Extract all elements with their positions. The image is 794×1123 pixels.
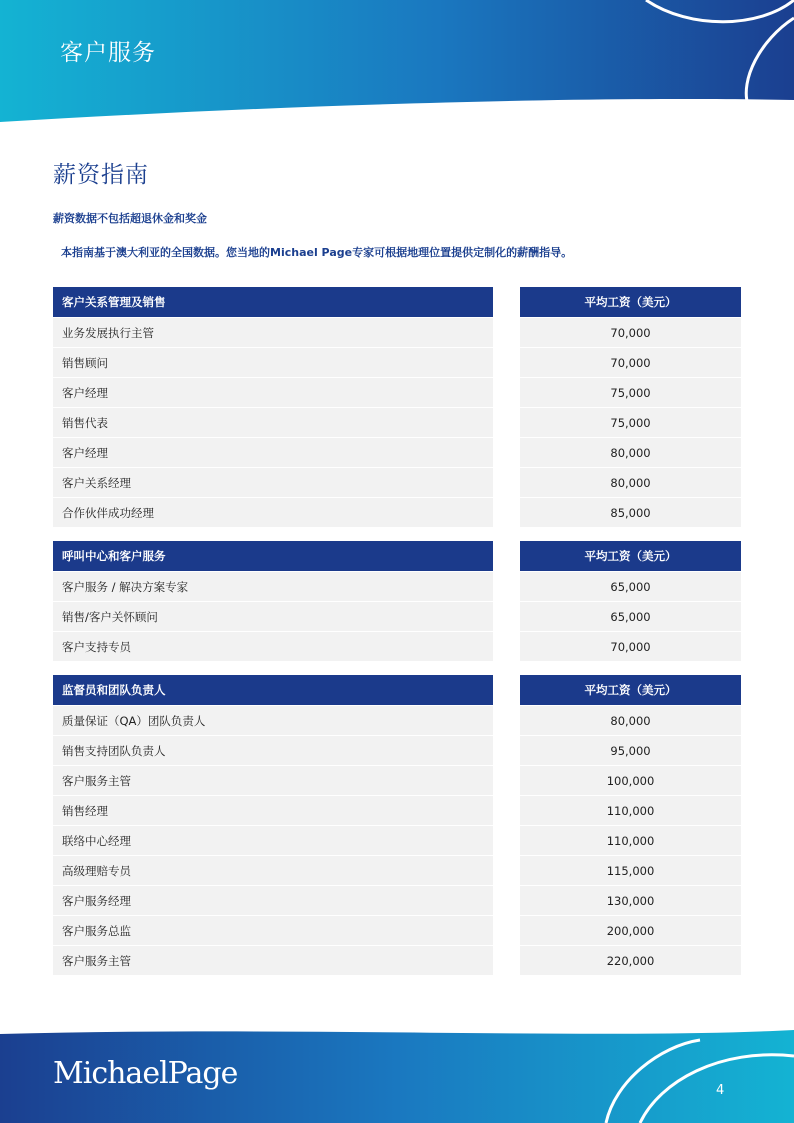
table-header-row — [53, 287, 741, 317]
page-number: 4 — [716, 1083, 725, 1098]
salary-cell: 130,000 — [520, 886, 741, 915]
table-category-heading: 客户关系管理及销售 — [53, 287, 493, 317]
salary-cell: 80,000 — [520, 468, 741, 497]
table-row — [53, 945, 741, 975]
salary-table-supervisors — [53, 675, 741, 975]
salary-cell: 110,000 — [520, 796, 741, 825]
salary-cell: 70,000 — [520, 318, 741, 347]
salary-cell: 65,000 — [520, 602, 741, 631]
role-cell: 客户服务经理 — [53, 886, 493, 915]
salary-table-call-centre — [53, 541, 741, 661]
table-row — [53, 347, 741, 377]
salary-cell: 80,000 — [520, 706, 741, 735]
salary-cell: 100,000 — [520, 766, 741, 795]
role-cell: 联络中心经理 — [53, 826, 493, 855]
role-cell: 业务发展执行主管 — [53, 318, 493, 347]
table-header-row — [53, 675, 741, 705]
salary-table-crm-sales — [53, 287, 741, 527]
role-cell: 高级理赔专员 — [53, 856, 493, 885]
salary-cell: 70,000 — [520, 632, 741, 661]
table-row — [53, 915, 741, 945]
michael-page-logo: MichaelPage — [53, 1056, 238, 1091]
role-cell: 客户服务总监 — [53, 916, 493, 945]
role-cell: 合作伙伴成功经理 — [53, 498, 493, 527]
role-cell: 销售代表 — [53, 408, 493, 437]
salary-cell: 220,000 — [520, 946, 741, 975]
role-cell: 客户经理 — [53, 378, 493, 407]
page-header-title: 客户服务 — [60, 40, 156, 66]
table-header-row — [53, 541, 741, 571]
role-cell: 销售支持团队负责人 — [53, 736, 493, 765]
salary-cell: 85,000 — [520, 498, 741, 527]
role-cell: 客户服务 / 解决方案专家 — [53, 572, 493, 601]
table-row — [53, 377, 741, 407]
role-cell: 客户服务主管 — [53, 766, 493, 795]
role-cell: 客户经理 — [53, 438, 493, 467]
table-salary-heading: 平均工资（美元） — [520, 287, 741, 317]
role-cell: 质量保证（QA）团队负责人 — [53, 706, 493, 735]
table-row — [53, 735, 741, 765]
table-row — [53, 795, 741, 825]
table-row — [53, 407, 741, 437]
role-cell: 销售顾问 — [53, 348, 493, 377]
table-category-heading: 呼叫中心和客户服务 — [53, 541, 493, 571]
role-cell: 客户支持专员 — [53, 632, 493, 661]
role-cell: 销售/客户关怀顾问 — [53, 602, 493, 631]
salary-cell: 200,000 — [520, 916, 741, 945]
table-salary-heading: 平均工资（美元） — [520, 675, 741, 705]
section-title: 薪资指南 — [53, 162, 149, 188]
table-row — [53, 571, 741, 601]
salary-cell: 80,000 — [520, 438, 741, 467]
salary-cell: 95,000 — [520, 736, 741, 765]
table-row — [53, 765, 741, 795]
role-cell: 客户服务主管 — [53, 946, 493, 975]
table-row — [53, 317, 741, 347]
table-row — [53, 631, 741, 661]
table-row — [53, 825, 741, 855]
salary-cell: 110,000 — [520, 826, 741, 855]
guide-note: 本指南基于澳大利亚的全国数据。您当地的Michael Page专家可根据地理位置提供定制化的薪酬指导。 — [61, 246, 573, 259]
salary-cell: 115,000 — [520, 856, 741, 885]
table-row — [53, 601, 741, 631]
role-cell: 客户关系经理 — [53, 468, 493, 497]
role-cell: 销售经理 — [53, 796, 493, 825]
table-category-heading: 监督员和团队负责人 — [53, 675, 493, 705]
salary-cell: 75,000 — [520, 378, 741, 407]
salary-cell: 75,000 — [520, 408, 741, 437]
table-row — [53, 705, 741, 735]
header-band — [0, 0, 794, 122]
salary-note: 薪资数据不包括超退休金和奖金 — [53, 212, 207, 225]
table-row — [53, 467, 741, 497]
table-row — [53, 437, 741, 467]
salary-cell: 65,000 — [520, 572, 741, 601]
table-row — [53, 855, 741, 885]
table-row — [53, 497, 741, 527]
salary-cell: 70,000 — [520, 348, 741, 377]
table-salary-heading: 平均工资（美元） — [520, 541, 741, 571]
table-row — [53, 885, 741, 915]
